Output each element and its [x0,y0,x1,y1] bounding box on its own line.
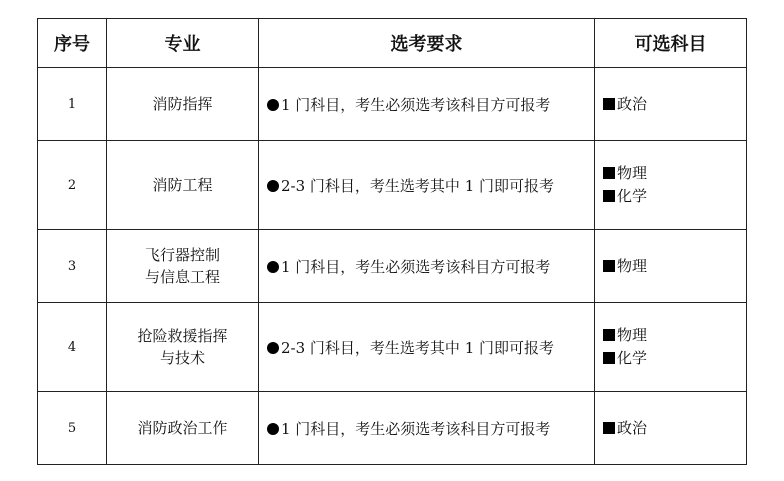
row-requirement [259,68,595,141]
requirement-text: 2-3 门科目，考生选考其中 1 门即可报考 [281,176,555,195]
major-line: 与技术 [159,349,205,367]
square-bullet-icon [603,329,615,341]
row-major [107,303,259,392]
table-row [38,392,747,465]
square-bullet-icon [603,260,615,272]
major-line: 消防工程 [152,176,213,194]
square-bullet-icon [603,167,615,179]
square-bullet-icon [603,352,615,364]
bullet-icon [267,423,279,435]
requirement-text: 2-3 门科目，考生选考其中 1 门即可报考 [281,338,555,357]
row-num: 3 [38,230,107,303]
row-subjects [595,141,747,230]
table-row [38,141,747,230]
row-requirement [259,303,595,392]
row-major [107,392,259,465]
row-num: 1 [38,68,107,141]
header-subjects: 可选科目 [595,19,747,68]
header-requirement: 选考要求 [259,19,595,68]
requirement-text: 1 门科目，考生必须选考该科目方可报考 [281,419,551,438]
major-line: 与信息工程 [144,268,220,286]
row-num: 2 [38,141,107,230]
row-subjects [595,303,747,392]
subject-requirements-table [37,18,747,465]
subject-label: 政治 [617,418,648,437]
requirement-text: 1 门科目，考生必须选考该科目方可报考 [281,95,551,114]
major-line: 消防政治工作 [137,419,228,437]
subject-label: 政治 [617,94,648,113]
major-line: 飞行器控制 [144,246,220,264]
row-requirement [259,230,595,303]
row-major [107,68,259,141]
table-container [37,18,746,465]
major-line: 抢险救援指挥 [137,327,228,345]
subject-label: 物理 [617,256,648,275]
subject-item [603,347,746,370]
row-subjects [595,392,747,465]
row-subjects [595,68,747,141]
subject-item [603,417,746,440]
square-bullet-icon [603,422,615,434]
row-major [107,230,259,303]
bullet-icon [267,180,279,192]
subject-item [603,324,746,347]
subject-label: 物理 [617,164,648,182]
table-row [38,230,747,303]
row-num: 5 [38,392,107,465]
major-line: 消防指挥 [152,95,213,113]
subject-item [603,162,746,185]
row-subjects [595,230,747,303]
requirement-text: 1 门科目，考生必须选考该科目方可报考 [281,257,551,276]
square-bullet-icon [603,190,615,202]
bullet-icon [267,261,279,273]
row-requirement [259,392,595,465]
subject-label: 化学 [617,187,648,205]
subject-item [603,255,746,278]
subject-item [603,185,746,208]
row-requirement [259,141,595,230]
subject-item [603,93,746,116]
subject-label: 物理 [617,326,648,344]
bullet-icon [267,99,279,111]
row-num: 4 [38,303,107,392]
row-major [107,141,259,230]
table-row [38,68,747,141]
header-major: 专业 [107,19,259,68]
table-row [38,303,747,392]
bullet-icon [267,342,279,354]
square-bullet-icon [603,98,615,110]
subject-label: 化学 [617,349,648,367]
header-num: 序号 [38,19,107,68]
header-row [38,19,747,68]
